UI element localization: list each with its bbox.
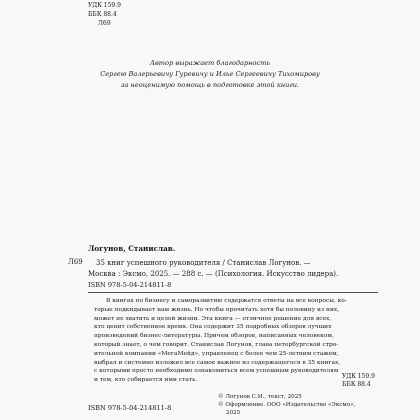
annotation-line: ительной компании «МегаМейд», управленец с более чем 25-летним стажем, [94,350,339,357]
ack-line: за неоценимую помощь в подготовке этой книги. [120,81,300,89]
bibliographic-description [88,258,370,280]
author-heading: Логунов, Станислав. [88,244,176,253]
bbk-code: ББК 88.4 [88,11,117,18]
copyright-line: 2025 [226,410,241,416]
bib-line: Москва : Эксмо, 2025. — 288 с. — (Психология. Искусство лидера). [88,270,339,278]
acknowledgement [0,58,420,91]
bbk-code: ББК 88.4 [342,381,371,388]
isbn-footer: ISBN 978-5-04-214811-8 [88,404,172,412]
isbn: ISBN 978-5-04-214811-8 [88,281,172,289]
annotation-line: торые подкидывает нам жизнь. Но чтобы прочитать хотя бы половину из них, [94,306,340,313]
bib-line: 35 книг успешного руководителя / Станислав Логунов. — [96,259,311,267]
annotation-line: произведений бизнес-литературы. Причем обзоров, написанных человеком, [94,333,334,340]
annotation-line: и тем, кто собирается ими стать. [94,377,198,384]
annotation-line: который знает, о чем говорит. Станислав Логунов, глава петербургской стро- [94,341,339,348]
copyright-block [218,393,355,417]
ack-line: Автор выражает благодарность [149,59,271,67]
author-sign-code: Л69 [98,20,111,27]
annotation-line: с которыми просто необходимо ознакомиться всем успешным руководителям [94,368,339,375]
copyright-line: © Логунов С.И., текст, 2025 [218,394,302,400]
annotation-line: выбрал и системно изложил все самое важное из содержащегося в 35 книгах, [94,359,341,366]
annotation-line: может не хватить и целой жизни. Эта книга — отличное решение для всех, [94,315,332,322]
annotation-line: В книгах по бизнесу и саморазвитию содержатся ответы на все вопросы, ко- [106,298,347,304]
annotation-line: кто ценит собственное время. Она содержит 35 подробных обзоров лучших [94,324,332,331]
udk-code: УДК 159.9 [342,373,375,380]
copyright-line: © Оформление. ООО «Издательство «Эксмо», [218,402,356,408]
classification-block [88,1,121,28]
ack-line: Сергею Валерьевичу Гуревичу и Илье Сергеевичу Тихомирову [100,70,320,78]
classification-footer [342,373,375,389]
udk-code: УДК 159.9 [88,2,121,9]
bib-code: Л69 [68,258,83,266]
annotation [94,297,378,385]
divider [88,292,378,293]
